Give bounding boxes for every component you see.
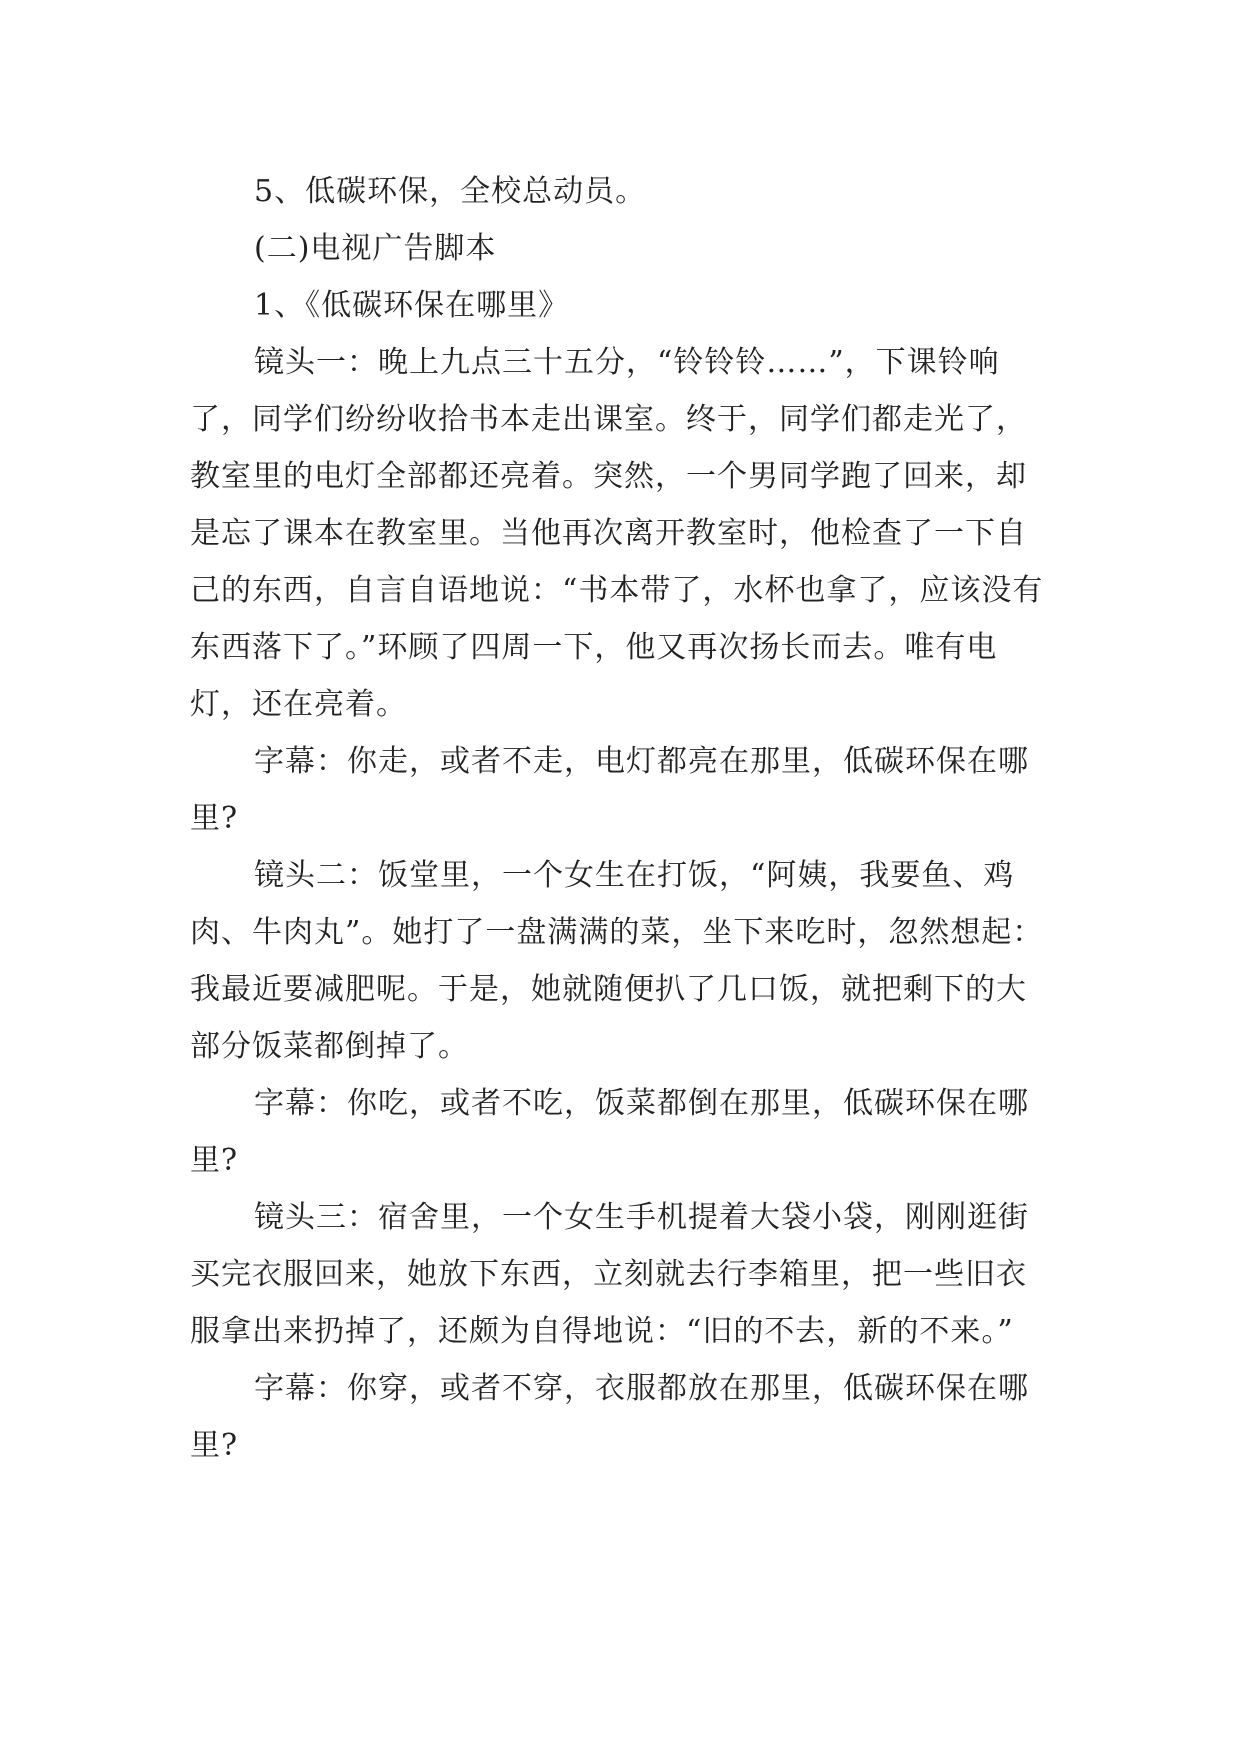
list-item-heading: 5、低碳环保，全校总动员。 [254,174,647,209]
caption-two-paragraph: 字幕：你吃，或者不吃，饭菜都倒在那里，低碳环保在哪里? [190,1086,1029,1178]
caption-one-paragraph: 字幕：你走，或者不走，电灯都亮在那里，低碳环保在哪里? [190,744,1029,836]
document-body [190,163,1050,1474]
section-heading: (二)电视广告脚本 [254,231,497,266]
caption-three-paragraph: 字幕：你穿，或者不穿，衣服都放在那里，低碳环保在哪里? [190,1371,1029,1463]
script-title: 1、《低碳环保在哪里》 [254,288,570,323]
scene-one-paragraph: 镜头一：晚上九点三十五分，“铃铃铃……”，下课铃响了，同学们纷纷收拾书本走出课室。终于，同学们都走光了，教室里的电灯全部都还亮着。突然，一个男同学跑了回来，却是忘了课本在教室里。当他再次离开教室时，他检查了一下自己的东西，自言自语地说：“书本带了，水杯也拿了，应该没有东西落下了。”环顾了四周一下，他又再次扬长而去。唯有电灯，还在亮着。 [190,345,1044,722]
scene-two-paragraph: 镜头二：饭堂里，一个女生在打饭，“阿姨，我要鱼、鸡肉、牛肉丸”。她打了一盘满满的菜，坐下来吃时，忽然想起：我最近要减肥呢。于是，她就随便扒了几口饭，就把剩下的大部分饭菜都倒掉了。 [190,858,1044,1064]
scene-three-paragraph: 镜头三：宿舍里，一个女生手机提着大袋小袋，刚刚逛街买完衣服回来，她放下东西，立刻就去行李箱里，把一些旧衣服拿出来扔掉了，还颇为自得地说：“旧的不去，新的不来。” [190,1200,1029,1349]
